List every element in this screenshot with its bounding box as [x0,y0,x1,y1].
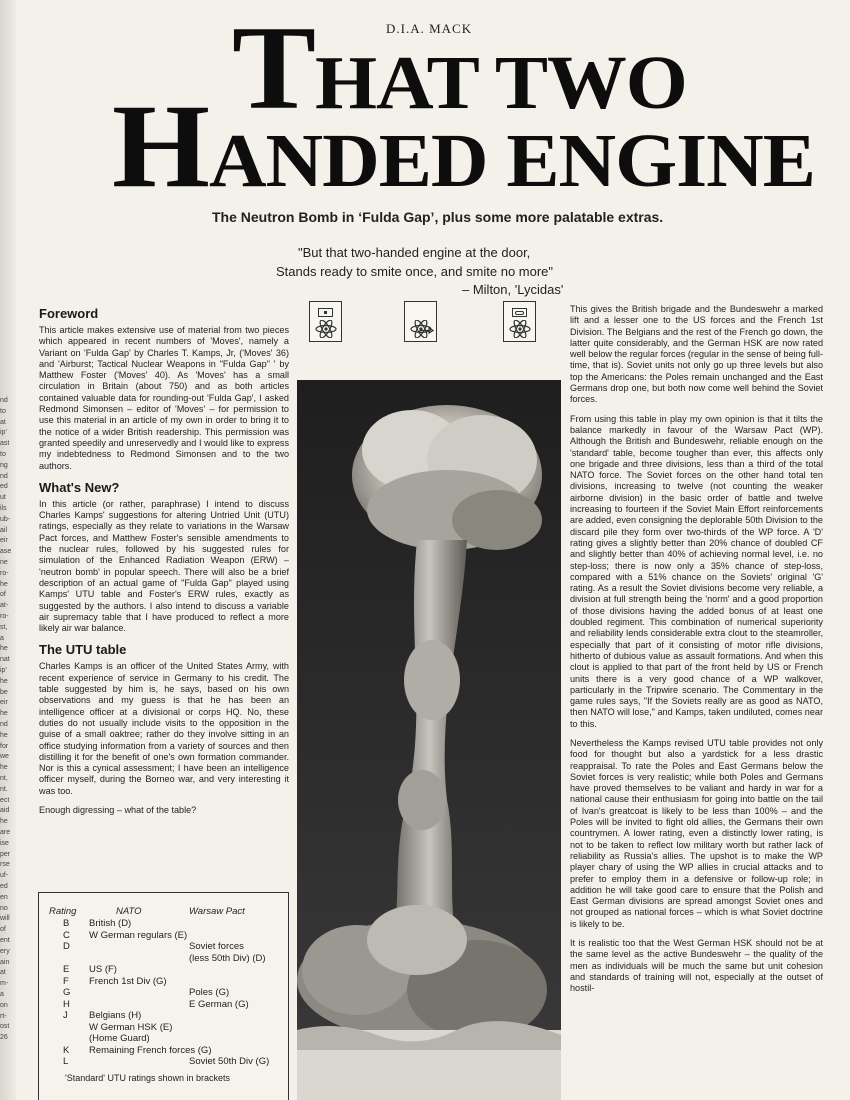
mushroom-cloud-image [297,380,561,1100]
gutter-fragment: ase [0,548,12,556]
atom-icon [509,320,531,338]
gutter-fragment: ut [0,494,6,502]
gutter-fragment: m- [0,980,9,988]
table-cell-nato: (Home Guard) [89,1033,150,1044]
gutter-fragment: ed [0,883,8,890]
gutter-fragment: ery [0,947,10,955]
gutter-fragment: aid [0,807,10,815]
gutter-fragment: ain [0,958,10,966]
gutter-fragment: eir [0,699,8,707]
gutter-fragment: he [0,731,8,739]
table-cell-rating: F [63,975,69,987]
whats-new-paragraph: In this article (or rather, paraphrase) I intend to discuss Charles Kamps' suggestions for altering Untried Unit (UTU) ratings, especially as they relate to variations in the Warsaw Pact forces, and Matthew Foster's sensible amendments to the nuclear rules, followed by his suggested rules for simulation of the Enhanced Radiation Weapon (ERW) – 'neutron bomb' in popular speech. There will also be a brief description of an actual game of "Fulda Gap" played using Kamps' UTU table and Foster's ERW rules, exactly as suggested by the authors. I also intend to discuss a variable air supremacy table that I have produced to reflect a more likely air war balance. [39,498,289,634]
nuclear-unit-symbol-1 [309,301,342,342]
table-cell-nato: US (F) [89,964,117,975]
table-cell-rating: L [63,1056,69,1067]
gutter-fragment: he [0,645,8,653]
mushroom-cloud-photo [297,380,561,1100]
symbol-missile [413,308,428,317]
left-column [39,304,289,824]
table-cell-warsaw-pact: (less 50th Div) (D) [189,952,266,964]
gutter-fragment: he [0,580,8,588]
gutter-fragment: he [0,677,8,685]
gutter-fragment: nd [0,472,8,480]
table-cell-nato: British (D) [89,918,132,929]
gutter-fragment: st, [0,623,8,631]
gutter-fragment: at [0,418,6,426]
atom-icon [315,320,337,338]
gutter-fragment: to [0,407,6,415]
nuclear-unit-symbol-3 [503,301,536,342]
gutter-fragment: of [0,926,6,934]
gutter-fragment: on [0,1001,8,1009]
foreword-paragraph: This article makes extensive use of material from two pieces which appeared in recent numbers of 'Moves', namely a Variant on 'Fulda Gap' by Charles T. Kamps, Jr, ('Moves' 36) and 'Airburst; Tactical Nuclear Weapons in "Fulda Gap" ' by Matthew Foster ('Moves' 40). As 'Moves' has a small circulation in Britain (about 750) and as both articles contained valuable data for rounding-out 'Fulda Gap', I asked Redmond Simonsen – editor of 'Moves' – for permission to use this material in an article of my own in order to bring it to the notice of a wider British readership. This permission was granted speedily and unreservedly and I would like to express my indebtedness to Redmond Simonsen and to the two authors. [39,325,289,471]
atom-icon [410,320,432,338]
gutter-fragment: a [0,991,4,998]
gutter-fragment: nat [0,656,10,664]
gutter-fragment: ro- [0,613,9,620]
right-column [570,304,823,1003]
utu-table-heading: The UTU table [39,642,127,658]
right-paragraph-1: This gives the British brigade and the Bundeswehr a marked lift and a lesser one to the US forces and the French 1st Division. The Belgians and the rest of the French go down, the latter quite considerably, and the German HSK are now rated well below the regular forces (regular in the sense of being full-time, that is). Soviet units not only go up three levels but also top the Americans: the Poles remain unchanged and the East Germans drop one, but both now come well behind the Soviet forces. [570,304,823,405]
gutter-fragment: eir [0,537,8,545]
digress-line: Enough digressing – what of the table? [39,804,197,815]
gutter-fragment: ost [0,1023,10,1031]
gutter-fragment: nd [0,721,8,728]
gutter-fragment: ed [0,483,8,491]
adjacent-page-edge [0,0,16,1100]
table-cell-nato: Belgians (H) [89,1010,142,1021]
table-cell-rating: E [63,964,70,975]
symbol-dot-box [318,308,333,317]
gutter-fragment: per [0,850,11,858]
table-cell-rating: B [63,918,70,929]
gutter-fragment: ise [0,839,9,847]
gutter-fragment: nt. [0,785,8,793]
gutter-fragment: a [0,634,4,642]
gutter-fragment: be [0,688,8,696]
gutter-fragment: en [0,893,8,901]
gutter-fragment: for [0,742,9,750]
gutter-fragment: we [0,753,9,761]
gutter-fragment: he [0,764,8,772]
quote-line-1: "But that two-handed engine at the door, [298,245,531,260]
table-header-rating: Rating [49,906,77,917]
symbol-tracked-box [512,308,527,317]
gutter-fragment: 26 [0,1034,8,1042]
table-cell-nato: Remaining French forces (G) [89,1044,212,1056]
author-byline: D.I.A. MACK [386,21,473,36]
gutter-fragment: ne [0,559,8,566]
foreword-heading: Foreword [39,306,99,321]
gutter-fragment: ub- [0,515,11,523]
utu-ratings-table [38,892,289,1100]
gutter-fragment: ip' [0,429,7,437]
gutter-fragment: he [0,818,8,826]
table-cell-rating: D [63,941,70,952]
table-cell-rating: G [63,987,71,998]
table-cell-warsaw-pact: Soviet forces [189,941,244,952]
gutter-fragment: ng [0,461,8,469]
nuclear-unit-symbol-2 [404,301,437,342]
gutter-fragment: ent [0,937,10,944]
table-note: 'Standard' UTU ratings shown in brackets [65,1073,231,1083]
title-drop-cap-1: T [232,1,315,134]
gutter-fragment: ect [0,796,10,804]
title-line-2-text: ANDED ENGINE [208,119,815,203]
right-paragraph-3: Nevertheless the Kamps revised UTU table provides not only food for thought but also a yardstick for a less drastic reappraisal. To rate the Poles and East Germans below the Soviet forces is very realistic; while both Poles and Germans have proved themselves to be valiant and hardy in war for a national cause their enthusiasm for going into battle on the tail of Ivan's greatcoat is likely to be less than 100% – and the Poles will be invited to fight old allies, the Germans their own countrymen. A lower rating, even a distinctly lower rating, is not to be taken to reflect low military worth but rather lack of reliability as Russia's allies. The upshot is to make the WP player chary of using the WP allies in crucial attacks and to prefer to employ them in a defensive or follow-up role; in addition he will take good care to ensure that the Polish and East German divisions are spread amongst Soviet ones and not grouped as national forces – which is what Soviet doctrine is likely to be. [570,737,823,929]
table-cell-nato: W German HSK (E) [89,1021,173,1033]
gutter-fragment: of [0,591,6,599]
gutter-fragment: are [0,829,11,836]
gutter-fragment: to [0,451,6,458]
gutter-fragment: ail [0,526,8,534]
quote-attribution: – Milton, 'Lycidas' [462,282,564,297]
gutter-fragment: uf- [0,872,9,880]
gutter-fragment: ip' [0,667,7,674]
gutter-fragment: ils [0,505,7,512]
table-cell-rating: H [63,998,70,1010]
gutter-fragment: ast [0,440,10,448]
whats-new-heading: What's New? [39,479,120,495]
table-cell-warsaw-pact: E German (G) [189,998,249,1010]
gutter-fragment: will [0,915,10,923]
table-cell-nato: French 1st Div (G) [89,975,167,987]
table-cell-warsaw-pact: Poles (G) [189,987,230,998]
gutter-fragment: at [0,969,6,977]
table-header-nato: NATO [116,906,142,917]
gutter-fragment: rse [0,861,10,869]
utu-table-paragraph: Charles Kamps is an officer of the United States Army, with recent experience of service in Germany to his credit. The table suggested by him is, he says, based on his own observations and my guess is that he has been an intelligence officer at a divisional or corps HQ. No, these duties do not usually include visits to the opposition in the guise of a small oaktree; rather do they involve sitting in an office studying information from a variety of sources and then distilling it for the benefit of one's own formation commander. Nor is this a cynical assessment; I have been an intelligence officer myself, during the Borneo war, and very interesting it was too. [39,661,289,796]
subtitle: The Neutron Bomb in ‘Fulda Gap’, plus some more palatable extras. [212,209,664,225]
title-drop-cap-2: H [112,79,209,212]
gutter-fragment: ro- [0,569,9,577]
title-line-1-text: HAT TWO [314,41,687,125]
gutter-fragment: at- [0,602,9,610]
table-cell-nato: W German regulars (E) [89,929,188,941]
gutter-fragment: nd [0,397,8,404]
gutter-fragment: he [0,710,8,718]
gutter-fragment: rt- [0,1012,7,1020]
table-cell-rating: C [63,929,70,941]
table-cell-warsaw-pact: Soviet 50th Div (G) [189,1056,270,1067]
right-paragraph-4: It is realistic too that the West German HSK should not be at the same level as the active Bundeswehr – the quality of the men as individuals will be much the same but unit cohesion and standards of training will not, especially at the outset of hostil- [570,938,823,994]
table-cell-rating: J [63,1010,68,1021]
quote-line-2: Stands ready to smite once, and smite no more" [276,264,554,279]
table-header-warsaw-pact: Warsaw Pact [189,906,245,917]
table-cell-rating: K [63,1044,70,1056]
right-paragraph-2: From using this table in play my own opinion is that it tilts the balance markedly in favour of the Warsaw Pact (WP). Although the British and Bundeswehr, reliable enough on the 'standard' table, become tougher than ever, this affects only one brigade and three divisions, less than a third of the total NATO force. The Soviet forces on the other hand total ten divisions, increasing to twelve (not counting the weaker airborne division) in the basic order of battle and twelve increasing to fourteen if the Soviet Main Effort reinforcements are added, even consigning the deplorable 50th Division to the discard pile they form over two-thirds of the WP force. A 'D' rating gives a slightly better than 20% chance of doubled CF and slightly better than 40% of achieving normal level, i.e. no step-loss; there is now only a 35% chance of step-loss, compared with a 51% chance on the Soviets' original 'G' rating. As a result the Soviet divisions become very reliable, a division at full strength being the 'norm' and a good proportion of those divisions having the added bonus of at least one doubled regiment. This combination of numerical superiority and reliability lends considerable extra clout to the steamroller, especially that part of it consisting of motor rifle divisions, hitherto of dubious value as assault formations. And when this clout is applied to that part of the front held by US or French units there is a very good chance of a WP walkover, particularly in the Tripwire scenario. The Commentary in the game rules says, "If the Soviets really are as good as NATO, then NATO will lose," and Kamps, taken undiluted, comes near to this. [570,413,823,729]
gutter-fragment: nt, [0,775,8,782]
gutter-fragment: no [0,904,8,912]
